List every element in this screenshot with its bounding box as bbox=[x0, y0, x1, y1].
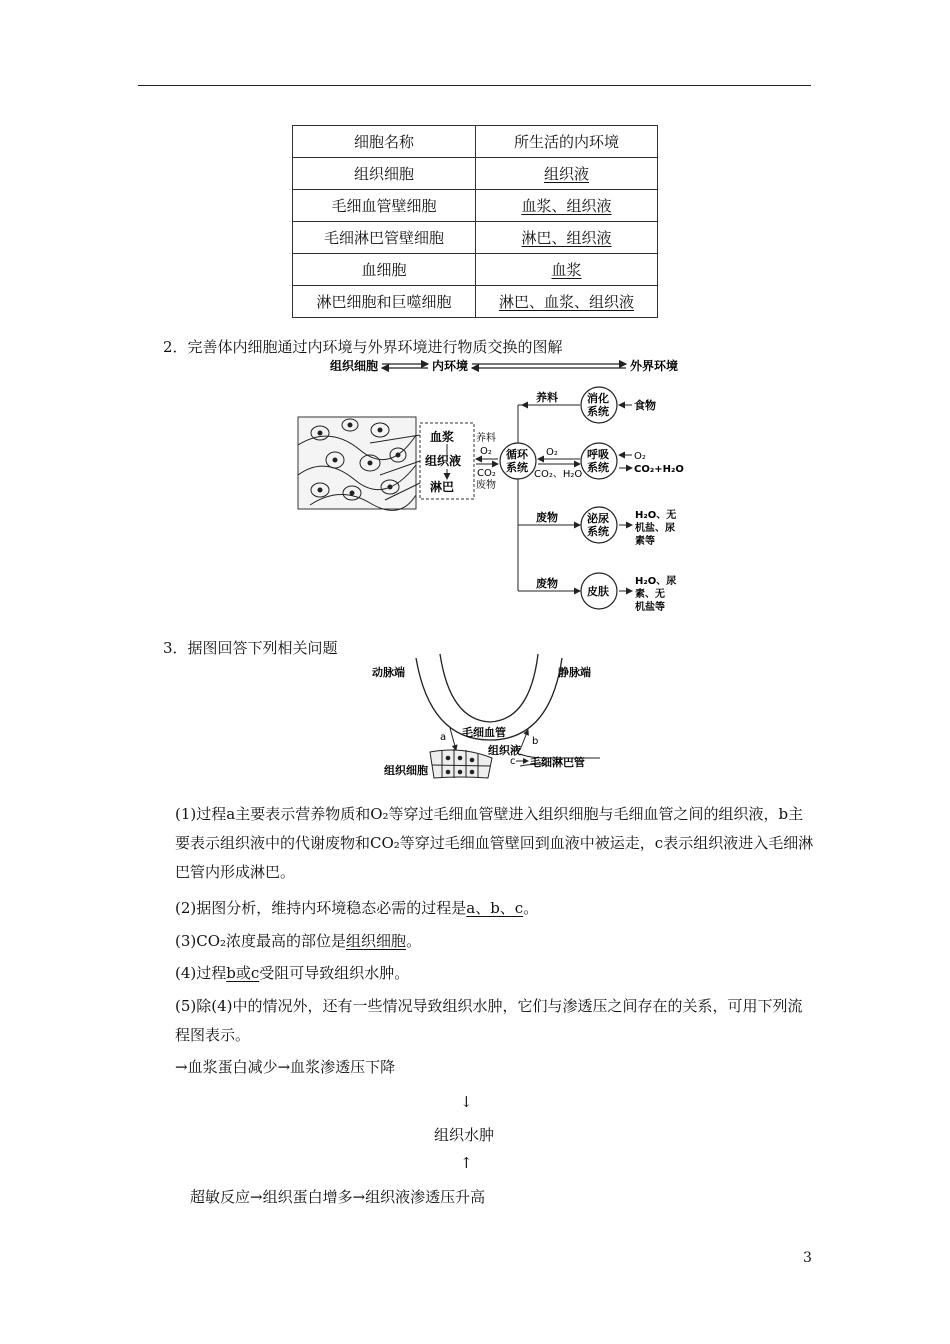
skin-out-1: H₂O、尿 bbox=[635, 576, 677, 587]
artery-label: 动脉端 bbox=[372, 666, 405, 679]
uri-out-3: 素等 bbox=[635, 536, 655, 547]
arrow-up: ↑ bbox=[460, 1154, 473, 1172]
capillary-label: 毛细血管 bbox=[462, 726, 506, 739]
waste-label-urine: 废物 bbox=[536, 511, 558, 524]
section-3-title: 3．据图回答下列相关问题 bbox=[163, 639, 338, 657]
flow-line-2: 超敏反应→组织蛋白增多→组织液渗透压升高 bbox=[190, 1188, 486, 1206]
answer-4: b或c bbox=[226, 964, 260, 982]
food-label: 食物 bbox=[634, 399, 656, 412]
tissue-cell-label: 组织细胞 bbox=[384, 764, 428, 777]
co2-h2o-label: CO₂、H₂O bbox=[534, 469, 583, 480]
resp-out-label: CO₂+H₂O bbox=[634, 464, 684, 475]
uri-out-1: H₂O、无 bbox=[635, 510, 677, 521]
question-5: (5)除(4)中的情况外，还有一些情况导致组织水肿，它们与渗透压之间存在的关系，可用下列流程图表示。 bbox=[175, 997, 803, 1044]
table-cell-answer: 淋巴、血浆、组织液 bbox=[476, 286, 658, 318]
waste-label-inner: 废物 bbox=[476, 480, 496, 491]
table-cell: 淋巴细胞和巨噬细胞 bbox=[293, 286, 476, 318]
lymph-cap-label: 毛细淋巴管 bbox=[530, 756, 585, 769]
uri-label-1: 泌尿 bbox=[587, 512, 609, 525]
vein-label: 静脉端 bbox=[558, 666, 591, 679]
resp-label-1: 呼吸 bbox=[587, 448, 609, 461]
flow-line-1: →血浆蛋白减少→血浆渗透压下降 bbox=[175, 1058, 396, 1076]
tissue-fluid-label-3: 组织液 bbox=[488, 744, 521, 757]
table-row bbox=[293, 158, 658, 190]
skin-out-2: 素、无 bbox=[635, 589, 665, 600]
exchange-diagram bbox=[290, 355, 700, 625]
uri-label-2: 系统 bbox=[587, 525, 609, 538]
question-4: (4)过程b或c受阻可导致组织水肿。 bbox=[175, 964, 410, 982]
table-row bbox=[293, 222, 658, 254]
header-rule bbox=[138, 85, 811, 86]
circ-label-1: 循环 bbox=[506, 448, 528, 461]
waste-label-skin: 废物 bbox=[536, 577, 558, 590]
top-cell-label: 组织细胞 bbox=[330, 359, 379, 373]
capillary-diagram bbox=[370, 650, 610, 780]
process-b-label: b bbox=[532, 736, 539, 747]
co2-label-inner: CO₂ bbox=[477, 468, 496, 479]
top-env-label: 内环境 bbox=[432, 359, 469, 373]
table-cell-answer: 淋巴、组织液 bbox=[476, 222, 658, 254]
question-1: (1)过程a主要表示营养物质和O₂等穿过毛细血管壁进入组织细胞与毛细血管之间的组织液，b主要表示组织液中的代谢废物和CO₂等穿过毛细血管壁回到血液中被运走，c表示组织液进入毛细淋巴管内形成淋巴。 bbox=[175, 805, 814, 881]
flow-center: 组织水肿 bbox=[434, 1126, 495, 1144]
tissue-texture bbox=[298, 417, 416, 510]
table-header-cell: 细胞名称 bbox=[293, 126, 476, 158]
nutrient-label-inner: 养料 bbox=[476, 433, 496, 444]
o2-label-outer: O₂ bbox=[634, 451, 646, 462]
section-2-title: 2．完善体内细胞通过内环境与外界环境进行物质交换的图解 bbox=[163, 338, 563, 356]
dig-label-1: 消化 bbox=[587, 392, 609, 405]
table-cell: 组织细胞 bbox=[293, 158, 476, 190]
skin-label: 皮肤 bbox=[587, 585, 609, 598]
circ-label-2: 系统 bbox=[506, 461, 528, 474]
table-cell-answer: 血浆 bbox=[476, 254, 658, 286]
answer-2: a、b、c bbox=[466, 899, 524, 917]
page-number: 3 bbox=[803, 1250, 812, 1266]
uri-out-2: 机盐、尿 bbox=[635, 523, 675, 534]
nutrient-label-outer: 养料 bbox=[536, 391, 558, 404]
table-row bbox=[293, 286, 658, 318]
process-c-label: c bbox=[510, 756, 516, 767]
o2-label-resp: O₂ bbox=[546, 447, 558, 458]
plasma-label: 血浆 bbox=[430, 430, 455, 444]
table-cell: 毛细淋巴管壁细胞 bbox=[293, 222, 476, 254]
o2-label-inner: O₂ bbox=[480, 446, 492, 457]
table-cell: 毛细血管壁细胞 bbox=[293, 190, 476, 222]
table-cell-answer: 组织液 bbox=[476, 158, 658, 190]
cell-environment-table bbox=[292, 125, 658, 318]
table-row bbox=[293, 190, 658, 222]
tissue-fluid-label: 组织液 bbox=[425, 454, 462, 468]
tissue-cells-cluster bbox=[430, 749, 492, 778]
question-2: (2)据图分析，维持内环境稳态必需的过程是a、b、c。 bbox=[175, 899, 539, 917]
arrow-down: ↓ bbox=[460, 1093, 473, 1111]
skin-out-3: 机盐等 bbox=[635, 602, 665, 613]
table-header-cell: 所生活的内环境 bbox=[476, 126, 658, 158]
question-3: (3)CO₂浓度最高的部位是组织细胞。 bbox=[175, 932, 422, 950]
table-cell: 血细胞 bbox=[293, 254, 476, 286]
table-row bbox=[293, 254, 658, 286]
top-outer-label: 外界环境 bbox=[630, 359, 679, 373]
process-a-label: a bbox=[440, 732, 447, 743]
lymph-label: 淋巴 bbox=[430, 480, 455, 494]
table-header-row bbox=[293, 126, 658, 158]
dig-label-2: 系统 bbox=[587, 405, 609, 418]
table-cell-answer: 血浆、组织液 bbox=[476, 190, 658, 222]
answer-3: 组织细胞 bbox=[346, 932, 407, 950]
resp-label-2: 系统 bbox=[587, 461, 609, 474]
